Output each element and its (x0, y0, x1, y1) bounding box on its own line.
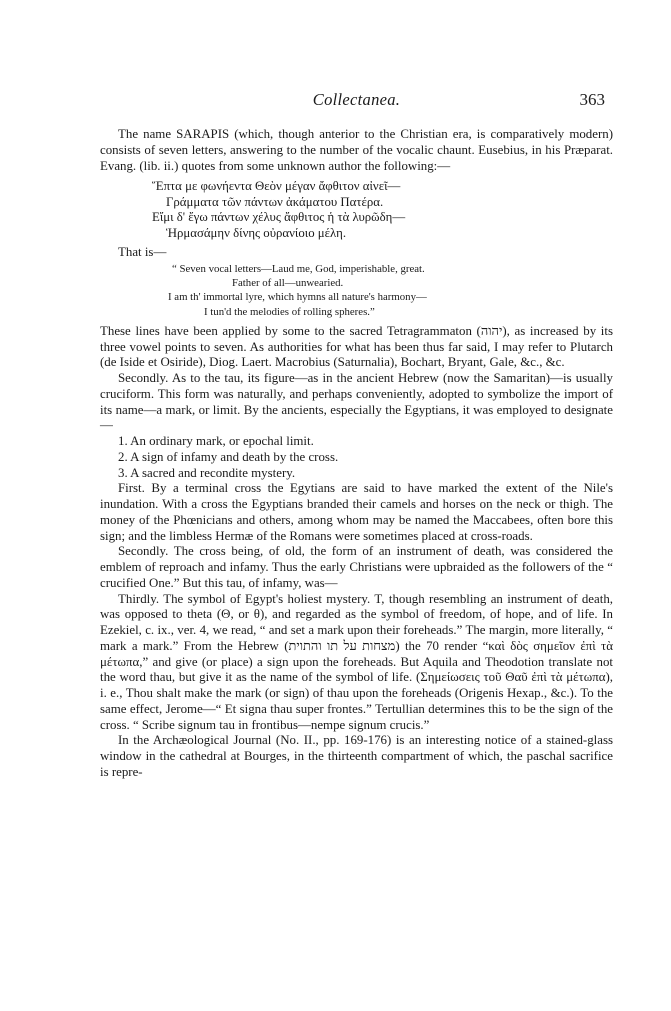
paragraph-sarapis: The name SARAPIS (which, though anterior to the Christian era, is comparatively modern) consists of seven letters, answering to the number of the vocalic chaunt. Eusebius, in his Præparat. Evang. (lib. ii.) quotes from some unknown author the following:— (100, 127, 613, 173)
paragraph-tau-figure: Secondly. As to the tau, its figure—as in the ancient Hebrew (now the Samaritan)—is usually cruciform. This form was naturally, and perhaps conveniently, adopted to symbolize the import of its name—a mark, or limit. By the ancients, especially the Egyptians, it was employed to designate— (100, 371, 613, 433)
paragraph-archaeological-journal: In the Archæological Journal (No. II., pp. 169-176) is an interesting notice of a stained-glass window in the cathedral at Bourges, in the thirteenth compartment of which, the paschal sacrifice is repre- (100, 733, 613, 779)
greek-line: Εἴμι δ' ἔγω πάντων χέλυς ἄφθιτος ἡ τὰ λυρῶδη— (152, 210, 406, 225)
that-is: That is— (118, 245, 167, 260)
verse-translation (100, 262, 613, 319)
paragraph-secondly: Secondly. The cross being, of old, the form of an instrument of death, was considered the emblem of reproach and infamy. Thus the early Christians were upbraided as the followers of the “ crucified One.” But this tau, of infamy, was— (100, 544, 613, 590)
page-number: 363 (579, 90, 605, 109)
verse-line: “ Seven vocal letters—Laud me, God, imperishable, great. (172, 263, 425, 275)
page-header (100, 90, 613, 112)
paragraph-first: First. By a terminal cross the Egytians are said to have marked the extent of the Nile's inundation. With a cross the Egyptians branded their camels and horses on the neck or thigh. The money of the Phœnicians and others, among whom may be named the Maccabees, often bore this sign; and the limbless Hermæ of the Romans were sometimes placed at cross-roads. (100, 481, 613, 543)
verse-line: I tun'd the melodies of rolling spheres.” (204, 305, 375, 318)
greek-line: Ἡρμασάμην δίνης οὐρανίοιο μέλη. (166, 225, 347, 240)
paragraph-thirdly: Thirdly. The symbol of Egypt's holiest mystery. T, though resembling an instrument of death, was opposed to theta (Θ, or θ), and regarded as the symbol of freedom, of hope, and of life. In Ezekiel, c. ix., ver. 4, we read, “ and set a mark upon their foreheads.” The margin, more literally, “ mark a mark.” From the Hebrew (מצחות על תו והתוית) the 70 render “καὶ δὸς σημεῖον ἐπὶ τὰ μέτωπα,” and give (or place) a sign upon the foreheads. But Aquila and Theodotion translate not the word thau, but give it as the name of the symbol of life. (Σημείωσεις τοῦ Θαῦ ἐπὶ τὰ μέτωπα), i. e., Thou shalt make the mark (or sign) of thau upon the foreheads (Origenis Hexap., &c.). To the same effect, Jerome—“ Et signa thau super frontes.” Tertullian determines this to be the sign of the cross. “ Scribe signum tau in frontibus—nempe signum crucis.” (100, 591, 613, 732)
list-item: 3. A sacred and recondite mystery. (118, 465, 296, 480)
verse-line: I am th' immortal lyre, which hymns all nature's harmony— (168, 291, 427, 304)
verse-line: Father of all—unwearied. (232, 277, 344, 290)
running-title: Collectanea. (312, 90, 401, 109)
body-text (100, 127, 613, 781)
list-item: 2. A sign of infamy and death by the cross. (118, 449, 339, 464)
greek-quotation (100, 179, 613, 241)
paragraph-tetragrammaton: These lines have been applied by some to the sacred Tetragrammaton (יהוה), as increased by its three vowel points to seven. As authorities for what has been thus far said, I may refer to Plutarch (de Iside et Osiride), Diog. Laert. Macrobius (Saturnalia), Bochart, Bryant, Gale, &c., &c. (100, 323, 613, 370)
greek-line: Γράμματα τῶν πάντων ἀκάματου Πατέρα. (166, 194, 384, 209)
greek-line: Ἕπτα με φωνήεντα Θεὸν μέγαν ἄφθιτον αἰνεῖ— (152, 179, 401, 194)
list-item: 1. An ordinary mark, or epochal limit. (118, 434, 314, 449)
